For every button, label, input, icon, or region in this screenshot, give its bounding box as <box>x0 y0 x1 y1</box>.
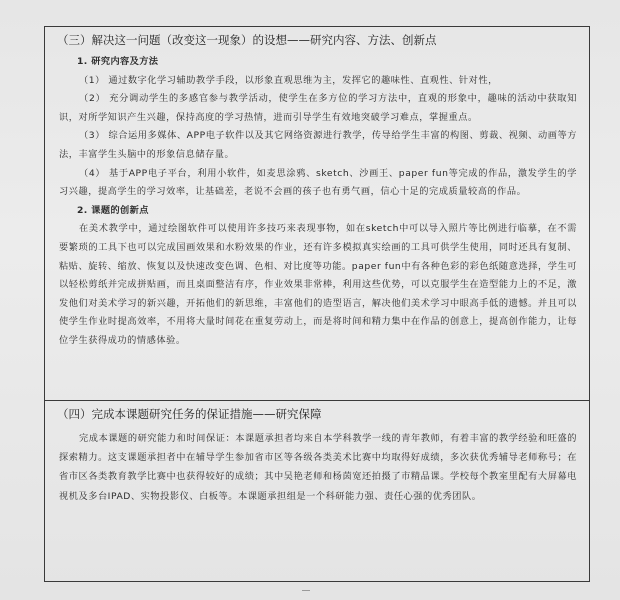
innovation-paragraph: 在美术教学中，通过绘图软件可以使用许多技巧来表现事物，如在sketch中可以导入照片等比例进行临摹，在不需要繁琐的工具下也可以完成国画效果和水粉效果的作业，还有许多模拟真实绘画的工具可供学生使用，同时还具有复制、粘贴、旋转、缩放、恢复以及快速改变色调、色相、对比度等功能。paper fun中有各种色彩的彩色纸随意选择，学生可以轻松剪纸并完成拼贴画，而且桌面整洁有序，作业效果非常棒，利用这些优势，可以克服学生在造型能力上的不足，激发他们对美术学习的新兴趣，开拓他们的新思维，丰富他们的造型语言，解决他们美术学习中眼高手低的遗憾。并且可以使学生作业时提高效率，不用将大量时间花在重复劳动上，而是将时间和精力集中在作品的创意上，提高创作能力，让每位学生获得成功的情感体验。 <box>59 223 577 346</box>
section4-body <box>59 429 577 506</box>
guarantee-paragraph: 完成本课题的研究能力和时间保证：本课题承担者均来自本学科教学一线的青年教师，有着丰富的教学经验和旺盛的探索精力。这支课题承担者中在辅导学生参加省市区等各级各类美术比赛中均取得好成绩，多次获优秀辅导老师称号；在省市区各类教育教学比赛中也获得较好的成绩；其中吴艳老师和杨茵宽还拍摄了市精品课。学校每个教室里配有大屏幕电视机及多台IPAD、实物投影仪、白板等。本课题承担组是一个科研能力强、责任心强的优秀团队。 <box>59 433 577 502</box>
research-item-3: （3） 综合运用多媒体、APP电子软件以及其它网络资源进行教学，传导给学生丰富的构图、剪裁、视频、动画等方法，丰富学生头脑中的形象信息储存量。 <box>59 130 577 160</box>
research-item-2: （2） 充分调动学生的多感官参与教学活动，使学生在多方位的学习方法中，直观的形象中，趣味的活动中获取知识，对所学知识产生兴趣，保持高度的学习热情，进而引导学生有效地突破学习难点，掌握重点。 <box>59 93 577 123</box>
section-divider <box>45 400 589 401</box>
section4-title: （四）完成本课题研究任务的保证措施——研究保障 <box>57 407 322 421</box>
section3-body <box>59 53 577 351</box>
innovation-heading: 2. 课题的创新点 <box>77 204 149 216</box>
form-table <box>44 26 590 582</box>
research-item-1: （1） 通过数字化学习辅助教学手段，以形象直观思维为主，发挥它的趣味性、直观性、针对性， <box>79 74 498 86</box>
section3-title: （三）解决这一问题（改变这一现象）的设想——研究内容、方法、创新点 <box>57 33 437 47</box>
research-content-heading: 1. 研究内容及方法 <box>77 56 159 67</box>
page-bottom-mark <box>302 590 310 597</box>
research-item-4: （4） 基于APP电子平台，利用小软件，如麦思涂鸦、sketch、沙画王、paper fun等完成的作品，激发学生的学习兴趣，提高学生的学习效率，让基础差，老说不会画的孩子也有勇气画，信心十足的完成质量较高的作品。 <box>59 167 577 198</box>
